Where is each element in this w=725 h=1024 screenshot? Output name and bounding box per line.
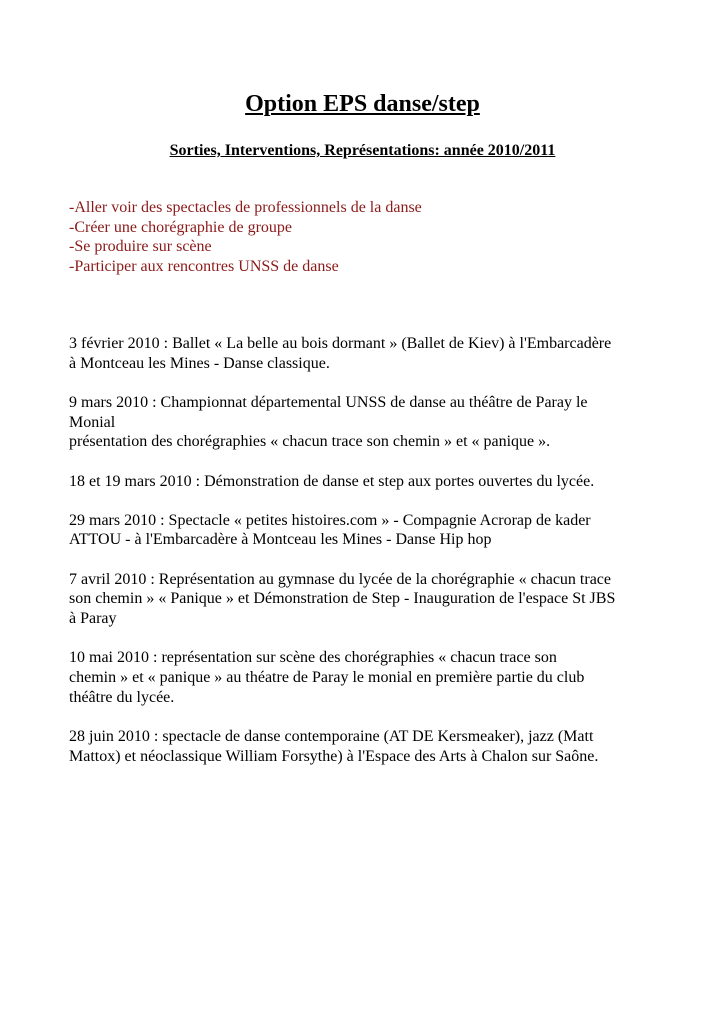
event-line: 28 juin 2010 : spectacle de danse contemporaine (AT DE Kersmeaker), jazz (Matt <box>69 727 594 745</box>
goal-item: -Se produire sur scène <box>69 238 212 255</box>
events-list <box>69 334 659 786</box>
goal-item: -Aller voir des spectacles de professionnels de la danse <box>69 199 422 216</box>
event-paragraph <box>69 511 659 550</box>
event-paragraph <box>69 727 659 766</box>
event-line: 29 mars 2010 : Spectacle « petites histoires.com » - Compagnie Acrorap de kader <box>69 511 591 529</box>
event-line: 3 février 2010 : Ballet « La belle au bois dormant » (Ballet de Kiev) à l'Embarcadère <box>69 335 612 352</box>
document-title: Option EPS danse/step <box>245 91 480 117</box>
event-line: théâtre du lycée. <box>69 688 175 706</box>
event-paragraph <box>69 648 659 707</box>
event-line: Mattox) et néoclassique William Forsythe) à l'Espace des Arts à Chalon sur Saône. <box>69 747 599 765</box>
event-line: 9 mars 2010 : Championnat départemental UNSS de danse au théâtre de Paray le <box>69 393 588 411</box>
event-line: 7 avril 2010 : Représentation au gymnase du lycée de la chorégraphie « chacun trace <box>69 570 611 588</box>
event-line: 18 et 19 mars 2010 : Démonstration de danse et step aux portes ouvertes du lycée. <box>69 472 595 490</box>
event-line: chemin » et « panique » au théatre de Paray le monial en première partie du club <box>69 668 585 686</box>
event-paragraph <box>69 334 659 373</box>
document-subtitle: Sorties, Interventions, Représentations: année 2010/2011 <box>169 142 556 159</box>
event-paragraph <box>69 570 659 629</box>
event-line: ATTOU - à l'Embarcadère à Montceau les Mines - Danse Hip hop <box>69 531 492 549</box>
event-line: à Montceau les Mines - Danse classique. <box>69 354 330 372</box>
goal-item: -Participer aux rencontres UNSS de danse <box>69 257 339 275</box>
event-line: à Paray <box>69 610 117 628</box>
goals-list <box>69 198 669 276</box>
goal-item: -Créer une chorégraphie de groupe <box>69 218 292 236</box>
event-paragraph <box>69 393 659 452</box>
event-line: Monial <box>69 413 116 431</box>
event-paragraph <box>69 472 659 492</box>
event-line: 10 mai 2010 : représentation sur scène des chorégraphies « chacun trace son <box>69 649 557 667</box>
event-line: son chemin » « Panique » et Démonstration de Step - Inauguration de l'espace St JBS <box>69 590 616 608</box>
event-line: présentation des chorégraphies « chacun trace son chemin » et « panique ». <box>69 433 551 451</box>
